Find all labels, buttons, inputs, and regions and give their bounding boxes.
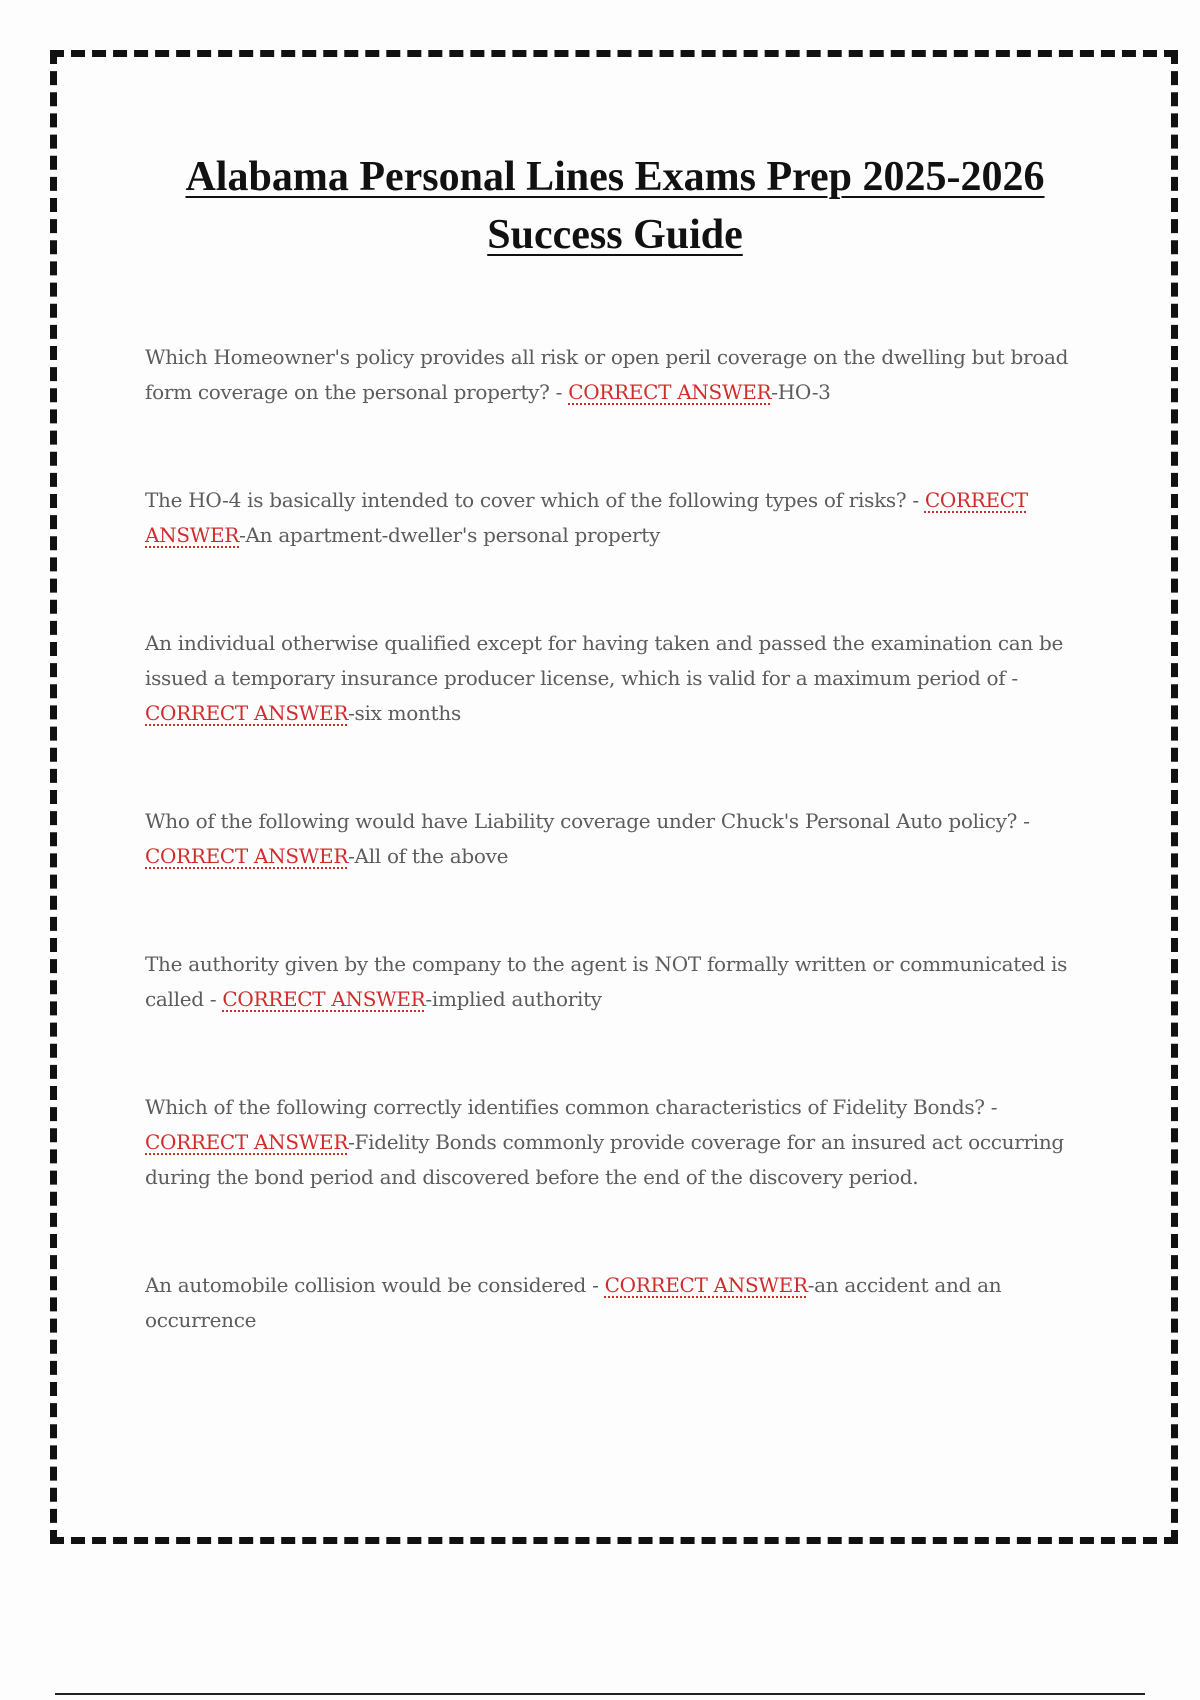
answer-text: An apartment-dweller's personal property <box>245 523 661 547</box>
separator: - <box>549 380 569 404</box>
qa-item: An automobile collision would be considered - CORRECT ANSWER-an accident and an occurrence <box>145 1273 1002 1332</box>
question-text: Which Homeowner's policy provides all risk or open peril coverage on the dwelling but broad form coverage on the personal property? <box>145 345 1069 404</box>
separator: - <box>1005 666 1018 690</box>
question-text: The HO-4 is basically intended to cover which of the following types of risks? <box>145 488 907 512</box>
qa-item: Which of the following correctly identifies common characteristics of Fidelity Bonds? - CORRECT ANSWER-Fidelity Bonds commonly provide coverage for an insured act occurring during the bond period and discovered before the end of the discovery period. <box>145 1095 1064 1189</box>
correct-answer-label: CORRECT ANSWER <box>145 488 1028 547</box>
answer-text: implied authority <box>431 987 602 1011</box>
answer-text: All of the above <box>354 844 509 868</box>
correct-answer-label: CORRECT ANSWER <box>145 701 349 725</box>
question-text: Which of the following correctly identifies common characteristics of Fidelity Bonds? <box>145 1095 985 1119</box>
question-text: An individual otherwise qualified except for having taken and passed the examination can be issued a temporary insurance producer license, which is valid for a maximum period of <box>145 631 1064 690</box>
separator: - <box>1017 809 1030 833</box>
correct-answer-label: CORRECT ANSWER <box>145 1130 349 1154</box>
correct-answer-label: CORRECT ANSWER <box>604 1273 808 1297</box>
question-text: Who of the following would have Liability coverage under Chuck's Personal Auto policy? <box>145 809 1018 833</box>
qa-item: The authority given by the company to the agent is NOT formally written or communicated is called - CORRECT ANSWER-implied authority <box>145 952 1068 1011</box>
question-text: The authority given by the company to the agent is NOT formally written or communicated is called <box>145 952 1068 1011</box>
qa-item: Who of the following would have Liability coverage under Chuck's Personal Auto policy? - CORRECT ANSWER-All of the above <box>145 809 1030 868</box>
answer-text: HO-3 <box>777 380 831 404</box>
separator: - <box>586 1273 605 1297</box>
question-text: An automobile collision would be considered <box>145 1273 587 1297</box>
separator: - <box>203 987 223 1011</box>
answer-text: Fidelity Bonds commonly provide coverage for an insured act occurring during the bond period and discovered before the end of the discovery period. <box>145 1130 1064 1189</box>
footer-divider <box>55 1693 1145 1695</box>
qa-item: The HO-4 is basically intended to cover which of the following types of risks? - CORRECT ANSWER-An apartment-dweller's personal property <box>145 488 1028 547</box>
qa-item: Which Homeowner's policy provides all risk or open peril coverage on the dwelling but broad form coverage on the personal property? - CORRECT ANSWER-HO-3 <box>145 345 1069 404</box>
answer-text: an accident and an occurrence <box>145 1273 1002 1332</box>
correct-answer-label: CORRECT ANSWER <box>222 987 426 1011</box>
correct-answer-label: CORRECT ANSWER <box>145 844 349 868</box>
separator: - <box>984 1095 998 1119</box>
answer-text: six months <box>354 701 461 725</box>
correct-answer-label: CORRECT ANSWER <box>568 380 772 404</box>
qa-list <box>145 340 1080 1411</box>
qa-item: An individual otherwise qualified except for having taken and passed the examination can be issued a temporary insurance producer license, which is valid for a maximum period of - CORRECT ANSWER-six months <box>145 631 1064 725</box>
document-title: Alabama Personal Lines Exams Prep 2025-2026 Success Guide <box>185 154 1045 258</box>
separator: - <box>906 488 925 512</box>
